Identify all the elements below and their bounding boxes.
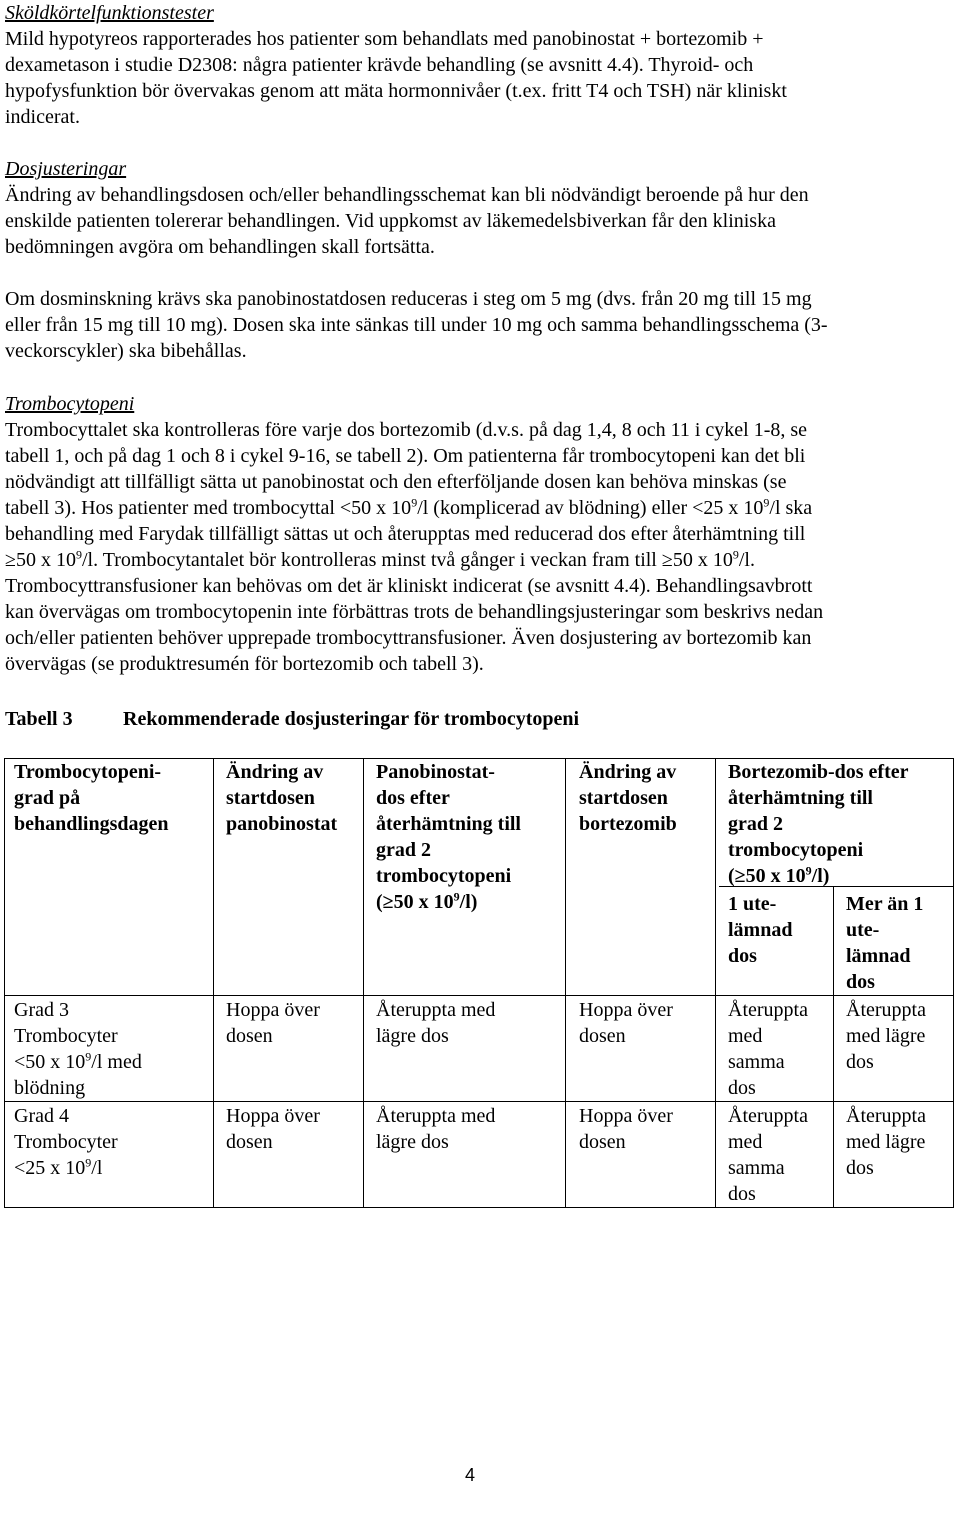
header-bortezomib-after: Bortezomib-dos efter återhämtning till grad 2 trombocytopeni (≥50 x $10^9/l$)	[728, 761, 909, 887]
dose-reduction-paragraph	[5, 286, 950, 364]
header-grade: Trombocytopeni- grad på behandlingsdagen	[14, 761, 169, 835]
table-column-divider	[833, 886, 834, 1208]
text-line: kan övervägas om trombocytopenin inte förbättras trots de behandlingsjusteringar som beskrivs nedan	[5, 601, 824, 623]
table-label: Tabell 3	[5, 708, 73, 730]
text-line: hypofysfunktion bör övervakas genom att mäta hormonnivåer (t.ex. fritt T4 och TSH) när kliniskt	[5, 80, 787, 102]
text-line: eller från 15 mg till 10 mg). Dosen ska inte sänkas till under 10 mg och samma behandlingsschema (3-	[5, 314, 828, 336]
table-divider-header	[4, 995, 954, 996]
page-number: 4	[465, 1465, 476, 1485]
table-column-divider	[213, 758, 214, 1208]
dose-adjustment-table	[4, 758, 954, 1208]
table-column-divider	[363, 758, 364, 1208]
row-grade-3-grade: Grad 3 Trombocyter <50 x $10^9/l$ med blödning	[14, 999, 142, 1099]
text-line: tabell 3). Hos patienter med trombocyttal <50 x $10^9/l$ (komplicerad av blödning) eller <25 x $10^9/l$ ska	[5, 495, 813, 519]
row-grade-3-bortezomib-start: Hoppa över dosen	[579, 999, 673, 1047]
thyroid-paragraph	[5, 26, 950, 130]
row-grade-3-more-omitted: Återuppta med lägre dos	[846, 999, 926, 1073]
table-column-divider	[565, 758, 566, 1208]
header-panobinostat-after: Panobinostat- dos efter återhämtning till grad 2 trombocytopeni (≥50 x $10^9/l$)	[376, 761, 521, 913]
dosage-heading: Dosjusteringar	[5, 158, 127, 180]
text-line: enskilde patienten tolererar behandlingen. Vid uppkomst av läkemedelsbiverkan får den kliniska	[5, 210, 776, 232]
text-line: Trombocyttransfusioner kan behövas om det är kliniskt indicerat (se avsnitt 4.4). Behandlingsavbrott	[5, 575, 813, 597]
text-line: Trombocyttalet ska kontrolleras före varje dos bortezomib (d.v.s. på dag 1,4, 8 och 11 i cykel 1-8, se	[5, 419, 808, 441]
text-line: Mild hypotyreos rapporterades hos patienter som behandlats med panobinostat + bortezomib +	[5, 28, 764, 50]
text-line: nödvändigt att tillfälligt sätta ut panobinostat och den efterföljande dosen kan behöva minskas (se	[5, 471, 787, 493]
text-line: bedömningen avgöra om behandlingen skall fortsätta.	[5, 236, 435, 258]
text-line: indicerat.	[5, 106, 80, 128]
table-border-right	[953, 758, 954, 1208]
row-grade-3-panobinostat-start: Hoppa över dosen	[226, 999, 320, 1047]
table-column-divider	[715, 758, 716, 1208]
text-line: dexametason i studie D2308: några patienter krävde behandling (se avsnitt 4.4). Thyroid- och	[5, 54, 754, 76]
row-grade-3-one-omitted: Återuppta med samma dos	[728, 999, 808, 1099]
text-line: och/eller patienten behöver upprepade trombocyttransfusioner. Även dosjustering av bortezomib kan	[5, 627, 812, 649]
table-border-bottom	[4, 1207, 954, 1208]
thyroid-heading: Sköldkörtelfunktionstester	[5, 2, 214, 24]
text-line: tabell 1, och på dag 1 och 8 i cykel 9-16, se tabell 2). Om patienterna får trombocytopeni kan det bli	[5, 445, 806, 467]
row-grade-4-more-omitted: Återuppta med lägre dos	[846, 1105, 926, 1179]
text-line: ≥50 x $10^9/l$. Trombocytantalet bör kontrolleras minst två gånger i veckan fram till ≥50 x $10^9/l$.	[5, 547, 755, 571]
text-line: Ändring av behandlingsdosen och/eller behandlingsschemat kan bli nödvändigt beroende på hur den	[5, 184, 809, 206]
header-bortezomib-start: Ändring av startdosen bortezomib	[579, 761, 677, 835]
header-one-omitted-dose: 1 ute- lämnad dos	[728, 893, 793, 967]
table-divider-row	[4, 1101, 954, 1102]
row-grade-4-bortezomib-start: Hoppa över dosen	[579, 1105, 673, 1153]
row-grade-3-panobinostat-after: Återuppta med lägre dos	[376, 999, 496, 1047]
table-border-left	[4, 758, 5, 1208]
text-line: veckorscykler) ska bibehållas.	[5, 340, 247, 362]
header-panobinostat-start: Ändring av startdosen panobinostat	[226, 761, 338, 835]
thrombocytopenia-heading: Trombocytopeni	[5, 393, 135, 415]
header-more-omitted-doses: Mer än 1 ute- lämnad dos	[846, 893, 924, 993]
thrombocytopenia-paragraph	[5, 417, 950, 677]
text-line: övervägas (se produktresumén för bortezomib och tabell 3).	[5, 653, 484, 675]
row-grade-4-panobinostat-after: Återuppta med lägre dos	[376, 1105, 496, 1153]
row-grade-4-grade: Grad 4 Trombocyter <25 x $10^9/l$	[14, 1105, 118, 1179]
row-grade-4-panobinostat-start: Hoppa över dosen	[226, 1105, 320, 1153]
table-title: Rekommenderade dosjusteringar för trombocytopeni	[123, 708, 580, 730]
dosage-paragraph	[5, 182, 950, 260]
text-line: Om dosminskning krävs ska panobinostatdosen reduceras i steg om 5 mg (dvs. från 20 mg till 15 mg	[5, 288, 812, 310]
text-line: behandling med Farydak tillfälligt sättas ut och återupptas med reducerad dos efter återhämtning till	[5, 523, 806, 545]
row-grade-4-one-omitted: Återuppta med samma dos	[728, 1105, 808, 1205]
